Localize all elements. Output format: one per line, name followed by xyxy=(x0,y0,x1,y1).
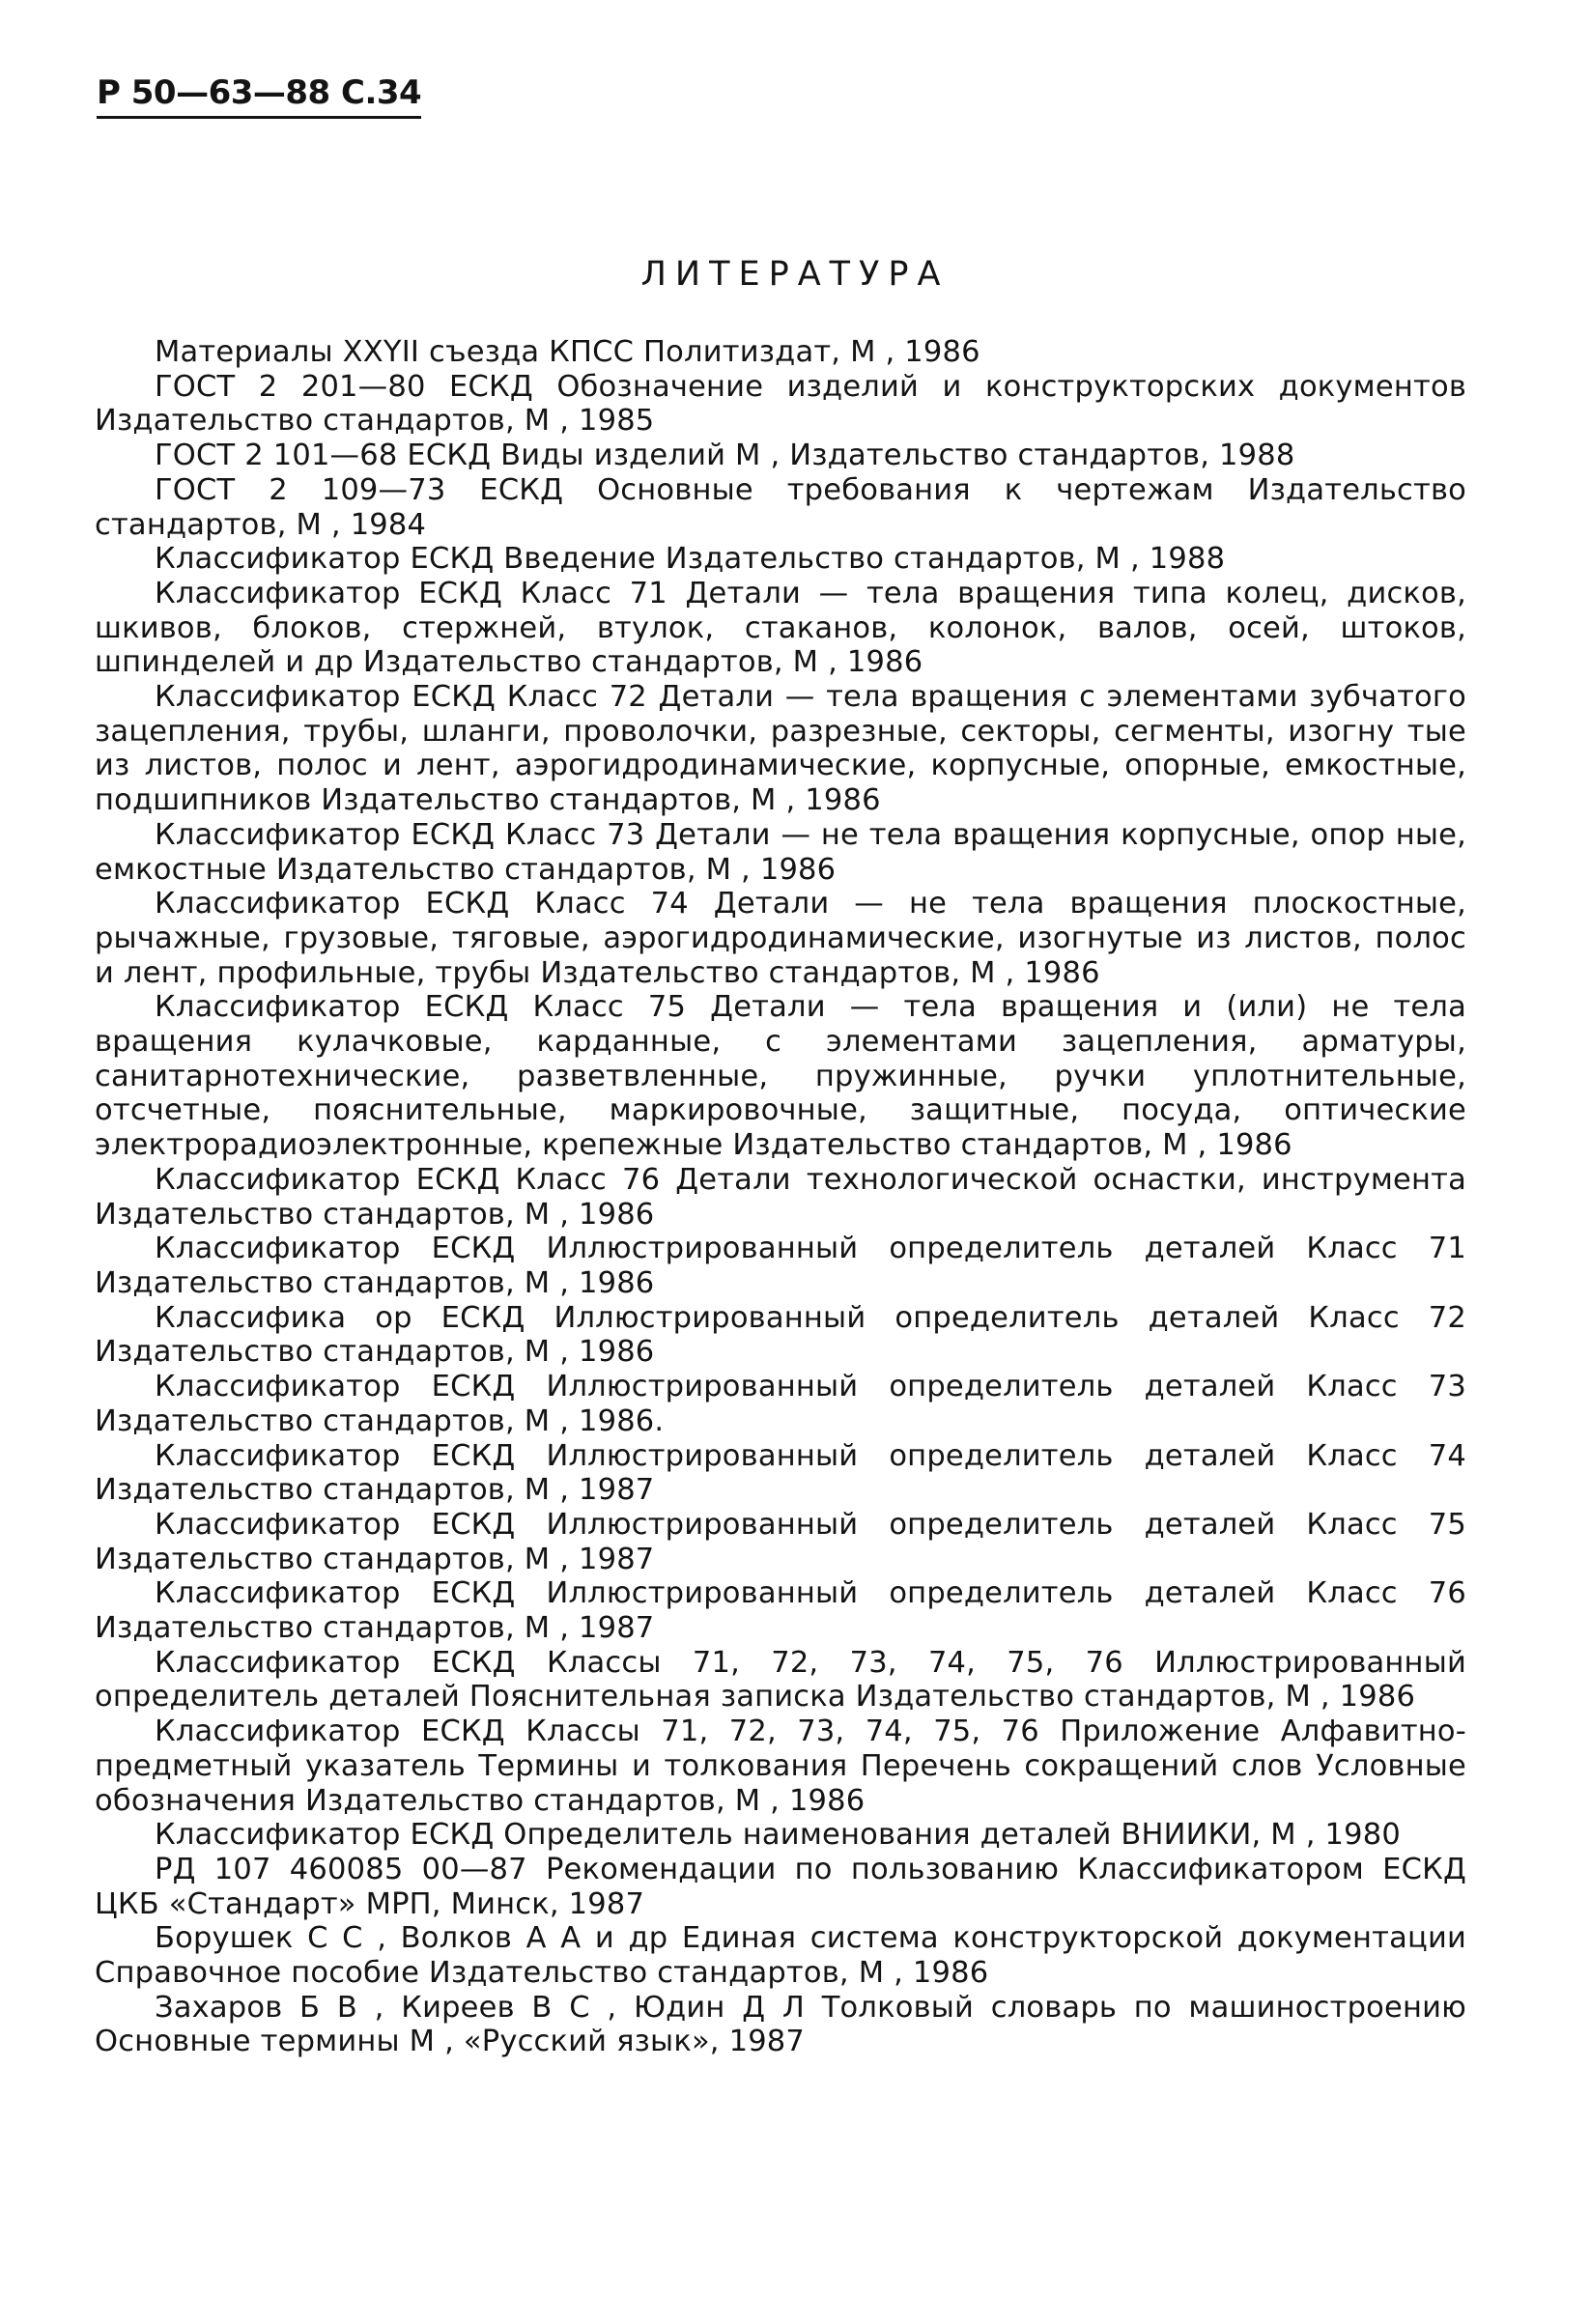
reference-item: Классификатор ЕСКД Иллюстрированный определитель деталей Класс 76 Издательство стандартов, М , 1987 xyxy=(95,1576,1466,1646)
reference-item: Классификатор ЕСКД Введение Издательство стандартов, М , 1988 xyxy=(155,542,1226,577)
reference-item: Материалы XXYII съезда КПСС Политиздат, М , 1986 xyxy=(155,335,980,369)
reference-item: Классификатор ЕСКД Класс 75 Детали — тела вращения и (или) не тела вращения кулачковые, карданные, с элементами зацепления, арматуры, санитарнотехнические, разветвленные, пружинные, ручки уплотнительные, отсчетные, пояснительные, маркировочные, защитные, посуда, оптические электрорадиоэлектронные, крепежные Издательство стандартов, М , 1986 xyxy=(95,990,1466,1163)
reference-item: Классификатор ЕСКД Класс 73 Детали — не тела вращения корпусные, опор ные, емкостные Издательство стандартов, М , 1986 xyxy=(95,817,1466,887)
reference-item: Классификатор ЕСКД Класс 76 Детали технологической оснастки, инструмента Издательство стандартов, М , 1986 xyxy=(95,1162,1466,1232)
references-list xyxy=(95,335,1466,2059)
reference-item: ГОСТ 2 201—80 ЕСКД Обозначение изделий и конструкторских документов Издательство стандартов, М , 1985 xyxy=(95,369,1466,439)
reference-item: Классификатор ЕСКД Иллюстрированный определитель деталей Класс 75 Издательство стандартов, М , 1987 xyxy=(95,1507,1466,1576)
reference-item: Борушек С С , Волков А А и др Единая система конструкторской документации Справочное пособие Издательство стандартов, М , 1986 xyxy=(95,1921,1466,1991)
reference-item: Захаров Б В , Киреев В С , Юдин Д Л Толковый словарь по машиностроению Основные термины М , «Русский язык», 1987 xyxy=(95,1990,1466,2059)
reference-item: Классифика ор ЕСКД Иллюстрированный определитель деталей Класс 72 Издательство стандартов, М , 1986 xyxy=(95,1300,1466,1370)
reference-item: Классификатор ЕСКД Класс 71 Детали — тела вращения типа колец, дисков, шкивов, блоков, стержней, втулок, стаканов, колонок, валов, осей, штоков, шпинделей и др Издательство стандартов, М , 1986 xyxy=(95,576,1466,680)
reference-item: Классификатор ЕСКД Определитель наименования деталей ВНИИКИ, М , 1980 xyxy=(155,1818,1401,1853)
reference-item: Классификатор ЕСКД Класс 72 Детали — тела вращения с элементами зубчатого зацепления, трубы, шланги, проволочки, разрезные, секторы, сегменты, изогну тые из листов, полос и лент, аэрогидродинамические, корпусные, опорные, емкостные, подшипников Издательство стандартов, М , 1986 xyxy=(95,680,1466,818)
reference-item: Классификатор ЕСКД Классы 71, 72, 73, 74, 75, 76 Приложение Алфавитно-предметный указатель Термины и толкования Перечень сокращений слов Условные обозначения Издательство стандартов, М , 1986 xyxy=(95,1715,1466,1818)
reference-item: Классификатор ЕСКД Иллюстрированный определитель деталей Класс 73 Издательство стандартов, М , 1986. xyxy=(95,1370,1466,1438)
reference-item: Классификатор ЕСКД Класс 74 Детали — не тела вращения плоскостные, рычажные, грузовые, тяговые, аэрогидродинамические, изогнутые из листов, полос и лент, профильные, трубы Издательство стандартов, М , 1986 xyxy=(95,887,1466,990)
reference-item: ГОСТ 2 109—73 ЕСКД Основные требования к чертежам Издательство стандартов, М , 1984 xyxy=(95,472,1466,542)
reference-item: ГОСТ 2 101—68 ЕСКД Виды изделий М , Издательство стандартов, 1988 xyxy=(155,439,1295,473)
reference-item: РД 107 460085 00—87 Рекомендации по пользованию Классификатором ЕСКД ЦКБ «Стандарт» МРП, Минск, 1987 xyxy=(95,1852,1466,1921)
reference-item: Классификатор ЕСКД Классы 71, 72, 73, 74, 75, 76 Иллюстрированный определитель деталей Пояснительная записка Издательство стандартов, М , 1986 xyxy=(95,1645,1466,1715)
page-header-code: Р 50—63—88 С.34 xyxy=(97,73,421,119)
reference-item: Классификатор ЕСКД Иллюстрированный определитель деталей Класс 74 Издательство стандартов, М , 1987 xyxy=(95,1438,1466,1508)
reference-item: Классификатор ЕСКД Иллюстрированный определитель деталей Класс 71 Издательство стандартов, М , 1986 xyxy=(95,1232,1466,1300)
section-title: ЛИТЕРАТУРА xyxy=(640,255,950,294)
